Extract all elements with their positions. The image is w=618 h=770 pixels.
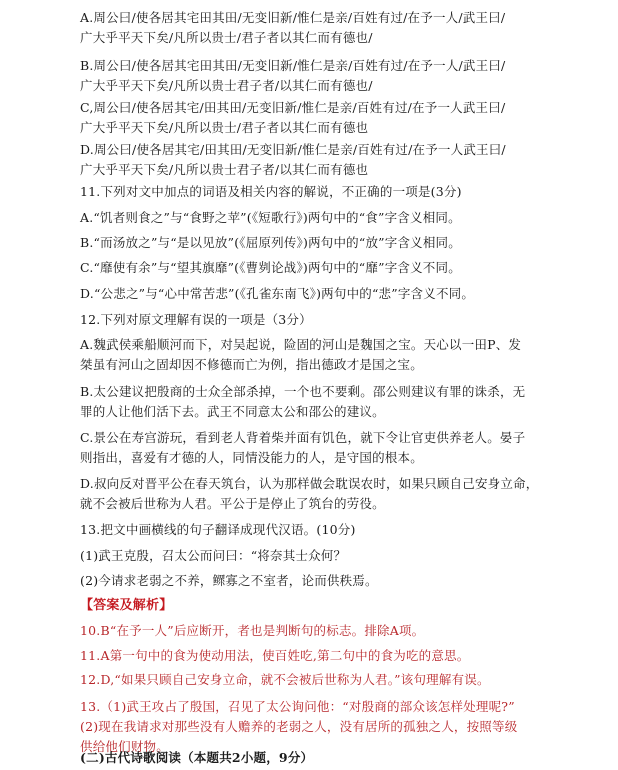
q10-option-a: A.周公曰/使各居其宅田其田/无变旧新/惟仁是亲/百姓有过/在予一人/武王曰/ 广大乎平天下矣/凡所以贵士/君子者以其仁而有德也/ xyxy=(80,10,506,45)
q10-option-c: C,周公曰/使各居其宅/田其田/无变旧新/惟仁是亲/百姓有过/在予一人武王曰/ 广大乎平天下矣/凡所以贵士/君子者以其仁而有德也 xyxy=(80,100,506,135)
q12-option-b: B.太公建议把殷商的士众全部杀掉，一个也不要剩。邵公则建议有罪的诛杀，无 罪的人让他们活下去。武王不同意太公和邵公的建议。 xyxy=(80,384,526,419)
q10-option-d: D.周公曰/使各居其宅/田其田/无变旧新/惟仁是亲/百姓有过/在予一人武王曰/ 广大乎平天下矣/凡所以贵士君子者/以其仁而有德也 xyxy=(80,142,506,177)
q11-option-d: D.“公悲之”与“心中常苦悲”(《孔雀东南飞》)两句中的“悲”字含义不同。 xyxy=(80,286,475,301)
answer-12: 12.D,“如果只顾自己安身立命，就不会被后世称为人君。”该句理解有误。 xyxy=(80,672,490,687)
answers-heading: 【答案及解析】 xyxy=(80,598,173,613)
q11-option-c: C.“靡使有余”与“望其旗靡”(《曹刿论战》)两句中的“靡”字含义不同。 xyxy=(80,260,461,275)
section-2-heading: (二)古代诗歌阅读（本题共2小题，9分） xyxy=(80,750,314,765)
answer-11: 11.A第一句中的食为使动用法，使百姓吃,第二句中的食为吃的意思。 xyxy=(80,648,470,663)
q13-item-1: (1)武王克殷，召太公而问曰：“将奈其士众何？ xyxy=(80,548,347,563)
q13-stem: 13.把文中画横线的句子翻译成现代汉语。(10分) xyxy=(80,522,356,537)
q13-item-2: (2)今请求老弱之不养，鳏寡之不室者，论而供秩焉。 xyxy=(80,573,378,588)
q11-stem: 11.下列对文中加点的词语及相关内容的解说，不正确的一项是(3分) xyxy=(80,184,462,199)
q12-option-d: D.叔向反对晋平公在春天筑台，认为那样做会耽误农时，如果只顾自己安身立命， 就不会被后世称为人君。平公于是停止了筑台的劳役。 xyxy=(80,476,539,511)
q12-option-c: C.景公在寿宫游玩，看到老人背着柴并面有饥色，就下令让官吏供养老人。晏子 则指出，喜爱有才德的人，同情没能力的人，是守国的根本。 xyxy=(80,430,526,465)
q12-option-a: A.魏武侯乘船顺河而下，对吴起说，险固的河山是魏国之宝。天心以一田P、发 桀虽有河山之固却因不修德而亡为例，指出德政才是国之宝。 xyxy=(80,337,522,372)
answer-10: 10.B“在予一人”后应断开，者也是判断句的标志。排除A项。 xyxy=(80,623,425,638)
answer-13: 13.（1)武王攻占了殷国，召见了太公询问他：“对殷商的部众该怎样处理呢?” (2)现在我请求对那些没有人赡养的老弱之人，没有居所的孤独之人，按照等级 供给他们财物。 xyxy=(80,699,518,754)
q11-option-b: B.“而汤放之”与“是以见放”(《屈原列传》)两句中的“放”字含义相同。 xyxy=(80,235,461,250)
q12-stem: 12.下列对原文理解有误的一项是（3分） xyxy=(80,312,312,327)
q10-option-b: B.周公曰/使各居其宅田其田/无变旧新/惟仁是亲/百姓有过/在予一人/武王曰/ 广大乎平天下矣/凡所以贵士君子者/以其仁而有德也/ xyxy=(80,58,506,93)
q11-option-a: A.“饥者则食之”与“食野之苹”(《短歌行》)两句中的“食”字含义相同。 xyxy=(80,210,461,225)
